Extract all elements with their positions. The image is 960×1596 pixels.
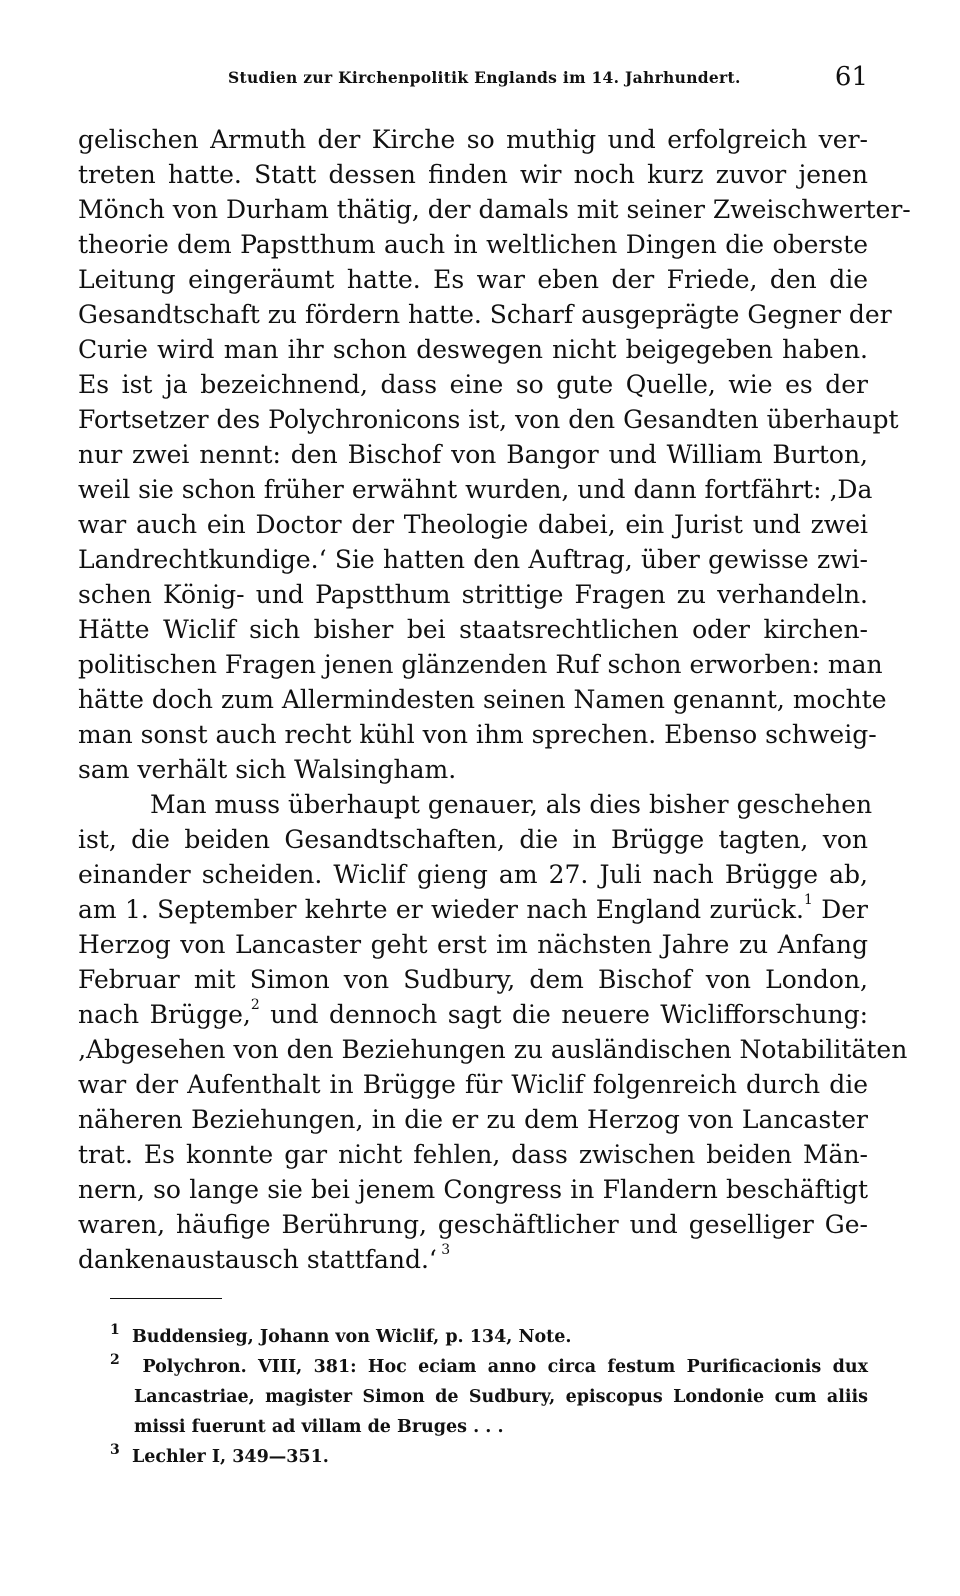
text-line: Fortsetzer des Polychronicons ist, von den Gesandten überhaupt	[78, 405, 899, 434]
footnote-2	[110, 1352, 868, 1382]
text-line: treten hatte. Statt dessen finden wir noch kurz zuvor jenen	[78, 160, 868, 189]
text-line: nur zwei nennt: den Bischof von Bangor und William Burton,	[78, 440, 868, 469]
text-line: theorie dem Papstthum auch in weltlichen Dingen die oberste	[78, 230, 868, 259]
text-segment: nach Brügge,	[78, 1000, 251, 1029]
text-segment: Der	[812, 895, 868, 924]
paragraph-start-line: Man muss überhaupt genauer, als dies bisher geschehen	[150, 790, 873, 819]
text-line: Herzog von Lancaster geht erst im nächsten Jahre zu Anfang	[78, 930, 868, 959]
text-line: gelischen Armuth der Kirche so muthig und erfolgreich ver-	[78, 125, 868, 154]
text-line: einander scheiden. Wiclif gieng am 27. Juli nach Brügge ab,	[78, 860, 868, 889]
text-line: war auch ein Doctor der Theologie dabei, ein Jurist und zwei	[78, 510, 868, 539]
footnotes	[110, 1322, 868, 1472]
text-line: Gesandtschaft zu fördern hatte. Scharf ausgeprägte Gegner der	[78, 300, 892, 329]
footnote-ref-3[interactable]: 3	[436, 1242, 451, 1258]
footnote-2-continuation: Lancastriae, magister Simon de Sudbury, episcopus Londonie cum aliis	[134, 1387, 868, 1407]
footnote-text: Polychron. VIII, 381: Hoc eciam anno circa festum Purificacionis dux	[142, 1357, 868, 1377]
text-segment: und dennoch sagt die neuere Wiclifforschung:	[259, 1000, 868, 1029]
text-line: man sonst auch recht kühl von ihm sprechen. Ebenso schweig-	[78, 720, 877, 749]
text-line: hätte doch zum Allermindesten seinen Namen genannt, mochte	[78, 685, 887, 714]
page-header	[78, 62, 868, 102]
text-line: Es ist ja bezeichnend, dass eine so gute Quelle, wie es der	[78, 370, 868, 399]
text-line: weil sie schon früher erwähnt wurden, und dann fortfährt: ‚Da	[78, 475, 873, 504]
text-line: Mönch von Durham thätig, der damals mit seiner Zweischwerter-	[78, 195, 911, 224]
footnote-2-continuation: missi fuerunt ad villam de Bruges . . .	[134, 1417, 504, 1437]
text-line: war der Aufenthalt in Brügge für Wiclif folgenreich durch die	[78, 1070, 868, 1099]
text-line: näheren Beziehungen, in die er zu dem Herzog von Lancaster	[78, 1105, 868, 1134]
footnote-marker: 1	[110, 1322, 120, 1338]
paragraph-end-line	[78, 1242, 868, 1277]
text-line: waren, häufige Berührung, geschäftlicher und geselliger Ge-	[78, 1210, 868, 1239]
text-line: Februar mit Simon von Sudbury, dem Bischof von London,	[78, 965, 868, 994]
text-line: trat. Es konnte gar nicht fehlen, dass zwischen beiden Män-	[78, 1140, 868, 1169]
text-line: nern, so lange sie bei jenem Congress in Flandern beschäftigt	[78, 1175, 868, 1204]
text-line: politischen Fragen jenen glänzenden Ruf schon erworben: man	[78, 650, 883, 679]
body-text	[78, 122, 911, 1277]
text-line	[78, 892, 868, 927]
footnote-text: Lechler I, 349—351.	[131, 1447, 329, 1467]
footnote-ref-1[interactable]: 1	[803, 892, 813, 908]
text-line: ist, die beiden Gesandtschaften, die in Brügge tagten, von	[78, 825, 868, 854]
page-number: 61	[834, 62, 868, 92]
footnote-text: Buddensieg, Johann von Wiclif, p. 134, Note.	[131, 1327, 572, 1347]
text-line: schen König- und Papstthum strittige Fragen zu verhandeln.	[78, 580, 868, 609]
paragraph-end-line: sam verhält sich Walsingham.	[78, 755, 457, 784]
footnote-separator	[110, 1298, 222, 1299]
text-segment: am 1. September kehrte er wieder nach England zurück.	[78, 895, 804, 924]
footnote-marker: 2	[110, 1352, 120, 1368]
text-line: Landrechtkundige.‘ Sie hatten den Auftrag, über gewisse zwi-	[78, 545, 868, 574]
text-line: Leitung eingeräumt hatte. Es war eben der Friede, den die	[78, 265, 868, 294]
text-line	[78, 997, 868, 1032]
text-line: Curie wird man ihr schon deswegen nicht beigegeben haben.	[78, 335, 868, 364]
footnote-marker: 3	[110, 1442, 120, 1458]
text-segment: dankenaustausch stattfand.‘	[78, 1245, 437, 1274]
footnote-ref-2[interactable]: 2	[250, 997, 260, 1013]
text-line: ‚Abgesehen von den Beziehungen zu ausländischen Notabilitäten	[78, 1035, 908, 1064]
running-title: Studien zur Kirchenpolitik Englands im 14. Jahrhundert.	[228, 68, 741, 87]
footnote-3	[110, 1442, 868, 1472]
text-line: Hätte Wiclif sich bisher bei staatsrechtlichen oder kirchen-	[78, 615, 868, 644]
footnote-1	[110, 1322, 868, 1352]
